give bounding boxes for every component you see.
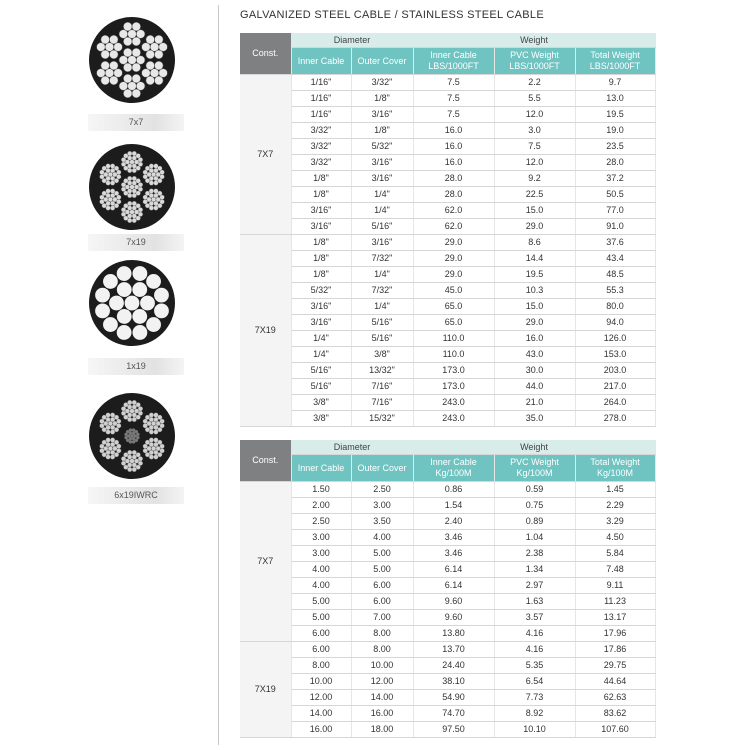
pvc-weight-cell: 8.6 [494, 235, 575, 251]
cable-6x19iwrc-icon [88, 392, 176, 480]
inner-cable-cell: 10.00 [291, 674, 351, 690]
construction-cell: 7X7 [240, 75, 291, 235]
inner-cable-cell: 5/16" [291, 379, 351, 395]
table-row [240, 722, 655, 738]
total-weight-cell: 55.3 [575, 283, 655, 299]
total-weight-cell: 153.0 [575, 347, 655, 363]
pvc-weight-cell: 9.2 [494, 171, 575, 187]
total-weight-cell: 126.0 [575, 331, 655, 347]
table-row [240, 411, 655, 427]
table-row [240, 187, 655, 203]
table-row [240, 267, 655, 283]
outer-cover-cell: 3/16" [351, 171, 413, 187]
inner-weight-cell: 62.0 [413, 203, 494, 219]
inner-cable-cell: 5.00 [291, 610, 351, 626]
inner-weight-cell: 13.70 [413, 642, 494, 658]
table-row [240, 626, 655, 642]
outer-cover-cell: 8.00 [351, 626, 413, 642]
inner-weight-cell: 24.40 [413, 658, 494, 674]
inner-cable-cell: 3/32" [291, 155, 351, 171]
total-weight-cell: 264.0 [575, 395, 655, 411]
pvc-weight-cell: 21.0 [494, 395, 575, 411]
table-row [240, 107, 655, 123]
table-row [240, 331, 655, 347]
table-row [240, 562, 655, 578]
inner-weight-cell: 0.86 [413, 482, 494, 498]
inner-cable-cell: 3.00 [291, 546, 351, 562]
pvc-weight-cell: 43.0 [494, 347, 575, 363]
outer-cover-cell: 8.00 [351, 642, 413, 658]
total-weight-cell: 2.29 [575, 498, 655, 514]
table-row [240, 498, 655, 514]
outer-cover-cell: 12.00 [351, 674, 413, 690]
header-inner-cable: Inner Cable [291, 48, 351, 75]
inner-weight-cell: 65.0 [413, 315, 494, 331]
caption-6x19iwrc: 6x19IWRC [88, 487, 184, 504]
inner-weight-cell: 110.0 [413, 331, 494, 347]
inner-weight-cell: 16.0 [413, 139, 494, 155]
inner-cable-cell: 1/16" [291, 75, 351, 91]
outer-cover-cell: 18.00 [351, 722, 413, 738]
inner-cable-cell: 1/8" [291, 267, 351, 283]
inner-weight-cell: 65.0 [413, 299, 494, 315]
pvc-weight-cell: 35.0 [494, 411, 575, 427]
table-row [240, 315, 655, 331]
cable-1x19-icon [88, 259, 176, 347]
inner-weight-cell: 45.0 [413, 283, 494, 299]
inner-weight-cell: 54.90 [413, 690, 494, 706]
outer-cover-cell: 1/8" [351, 123, 413, 139]
construction-cell: 7X19 [240, 642, 291, 738]
outer-cover-cell: 13/32" [351, 363, 413, 379]
outer-cover-cell: 1/4" [351, 203, 413, 219]
inner-weight-cell: 38.10 [413, 674, 494, 690]
inner-cable-cell: 3/8" [291, 395, 351, 411]
inner-cable-cell: 8.00 [291, 658, 351, 674]
pvc-weight-cell: 0.75 [494, 498, 575, 514]
total-weight-cell: 37.2 [575, 171, 655, 187]
inner-cable-cell: 16.00 [291, 722, 351, 738]
caption-7x7: 7x7 [88, 114, 184, 131]
header-pvc-weight: PVC Weight Kg/100M [494, 455, 575, 482]
table-row [240, 674, 655, 690]
inner-cable-cell: 3/16" [291, 203, 351, 219]
table-row [240, 482, 655, 498]
pvc-weight-cell: 0.59 [494, 482, 575, 498]
spec-table-metric [240, 440, 656, 738]
outer-cover-cell: 5/32" [351, 139, 413, 155]
outer-cover-cell: 5.00 [351, 546, 413, 562]
inner-weight-cell: 1.54 [413, 498, 494, 514]
pvc-weight-cell: 19.5 [494, 267, 575, 283]
pvc-weight-cell: 1.34 [494, 562, 575, 578]
header-total-weight: Total Weight Kg/100M [575, 455, 655, 482]
outer-cover-cell: 5.00 [351, 562, 413, 578]
pvc-weight-cell: 4.16 [494, 626, 575, 642]
pvc-weight-cell: 7.5 [494, 139, 575, 155]
header-total-weight: Total Weight LBS/1000FT [575, 48, 655, 75]
table-row [240, 610, 655, 626]
total-weight-cell: 23.5 [575, 139, 655, 155]
pvc-weight-cell: 1.04 [494, 530, 575, 546]
table-row [240, 642, 655, 658]
header-inner-weight: Inner Cable Kg/100M [413, 455, 494, 482]
inner-cable-cell: 1/16" [291, 107, 351, 123]
inner-weight-cell: 243.0 [413, 411, 494, 427]
inner-cable-cell: 3/32" [291, 139, 351, 155]
total-weight-cell: 13.17 [575, 610, 655, 626]
table-row [240, 299, 655, 315]
divider-line [218, 5, 219, 745]
total-weight-cell: 9.7 [575, 75, 655, 91]
inner-cable-cell: 12.00 [291, 690, 351, 706]
outer-cover-cell: 1/8" [351, 91, 413, 107]
table-row [240, 123, 655, 139]
inner-cable-cell: 3/32" [291, 123, 351, 139]
pvc-weight-cell: 4.16 [494, 642, 575, 658]
pvc-weight-cell: 2.38 [494, 546, 575, 562]
inner-cable-cell: 1/8" [291, 171, 351, 187]
inner-weight-cell: 28.0 [413, 187, 494, 203]
inner-cable-cell: 3/16" [291, 219, 351, 235]
pvc-weight-cell: 15.0 [494, 203, 575, 219]
pvc-weight-cell: 2.97 [494, 578, 575, 594]
total-weight-cell: 9.11 [575, 578, 655, 594]
pvc-weight-cell: 15.0 [494, 299, 575, 315]
pvc-weight-cell: 2.2 [494, 75, 575, 91]
inner-weight-cell: 9.60 [413, 610, 494, 626]
inner-weight-cell: 3.46 [413, 546, 494, 562]
total-weight-cell: 28.0 [575, 155, 655, 171]
pvc-weight-cell: 30.0 [494, 363, 575, 379]
table-row [240, 706, 655, 722]
outer-cover-cell: 6.00 [351, 578, 413, 594]
product-sidebar [0, 0, 218, 750]
inner-cable-cell: 3/16" [291, 315, 351, 331]
pvc-weight-cell: 12.0 [494, 107, 575, 123]
construction-cell: 7X19 [240, 235, 291, 427]
inner-cable-cell: 1/16" [291, 91, 351, 107]
inner-weight-cell: 6.14 [413, 578, 494, 594]
total-weight-cell: 5.84 [575, 546, 655, 562]
outer-cover-cell: 1/4" [351, 187, 413, 203]
inner-weight-cell: 13.80 [413, 626, 494, 642]
inner-weight-cell: 97.50 [413, 722, 494, 738]
outer-cover-cell: 5/16" [351, 331, 413, 347]
total-weight-cell: 91.0 [575, 219, 655, 235]
total-weight-cell: 29.75 [575, 658, 655, 674]
outer-cover-cell: 7/32" [351, 283, 413, 299]
outer-cover-cell: 3/16" [351, 155, 413, 171]
total-weight-cell: 217.0 [575, 379, 655, 395]
header-diameter: Diameter [291, 440, 413, 455]
total-weight-cell: 48.5 [575, 267, 655, 283]
table-row [240, 75, 655, 91]
construction-cell: 7X7 [240, 482, 291, 642]
table-row [240, 530, 655, 546]
table-row [240, 235, 655, 251]
inner-weight-cell: 29.0 [413, 251, 494, 267]
inner-cable-cell: 5/32" [291, 283, 351, 299]
table-row [240, 514, 655, 530]
pvc-weight-cell: 7.73 [494, 690, 575, 706]
pvc-weight-cell: 0.89 [494, 514, 575, 530]
total-weight-cell: 107.60 [575, 722, 655, 738]
caption-7x19: 7x19 [88, 234, 184, 251]
header-weight: Weight [413, 33, 655, 48]
pvc-weight-cell: 29.0 [494, 219, 575, 235]
inner-cable-cell: 3.00 [291, 530, 351, 546]
pvc-weight-cell: 14.4 [494, 251, 575, 267]
page-title: GALVANIZED STEEL CABLE / STAINLESS STEEL CABLE [240, 9, 544, 21]
pvc-weight-cell: 5.5 [494, 91, 575, 107]
total-weight-cell: 77.0 [575, 203, 655, 219]
total-weight-cell: 50.5 [575, 187, 655, 203]
inner-weight-cell: 3.46 [413, 530, 494, 546]
table-row [240, 251, 655, 267]
total-weight-cell: 3.29 [575, 514, 655, 530]
total-weight-cell: 83.62 [575, 706, 655, 722]
inner-cable-cell: 1/8" [291, 187, 351, 203]
total-weight-cell: 44.64 [575, 674, 655, 690]
inner-cable-cell: 4.00 [291, 578, 351, 594]
table-row [240, 658, 655, 674]
inner-cable-cell: 2.50 [291, 514, 351, 530]
outer-cover-cell: 3/16" [351, 107, 413, 123]
table-row [240, 594, 655, 610]
total-weight-cell: 43.4 [575, 251, 655, 267]
inner-weight-cell: 9.60 [413, 594, 494, 610]
outer-cover-cell: 4.00 [351, 530, 413, 546]
inner-cable-cell: 2.00 [291, 498, 351, 514]
inner-cable-cell: 6.00 [291, 642, 351, 658]
inner-cable-cell: 1/8" [291, 235, 351, 251]
total-weight-cell: 19.0 [575, 123, 655, 139]
inner-weight-cell: 16.0 [413, 155, 494, 171]
inner-weight-cell: 62.0 [413, 219, 494, 235]
table-row [240, 395, 655, 411]
inner-weight-cell: 7.5 [413, 107, 494, 123]
cable-7x7-icon [88, 16, 176, 104]
total-weight-cell: 37.6 [575, 235, 655, 251]
pvc-weight-cell: 8.92 [494, 706, 575, 722]
inner-cable-cell: 1/8" [291, 251, 351, 267]
outer-cover-cell: 7/32" [351, 251, 413, 267]
outer-cover-cell: 6.00 [351, 594, 413, 610]
table-row [240, 379, 655, 395]
pvc-weight-cell: 10.3 [494, 283, 575, 299]
pvc-weight-cell: 3.0 [494, 123, 575, 139]
inner-weight-cell: 110.0 [413, 347, 494, 363]
outer-cover-cell: 7.00 [351, 610, 413, 626]
outer-cover-cell: 3/16" [351, 235, 413, 251]
outer-cover-cell: 15/32" [351, 411, 413, 427]
inner-weight-cell: 29.0 [413, 235, 494, 251]
pvc-weight-cell: 1.63 [494, 594, 575, 610]
inner-cable-cell: 1.50 [291, 482, 351, 498]
inner-weight-cell: 28.0 [413, 171, 494, 187]
header-const: Const. [240, 440, 291, 482]
table-row [240, 546, 655, 562]
table-row [240, 203, 655, 219]
total-weight-cell: 7.48 [575, 562, 655, 578]
inner-cable-cell: 1/4" [291, 347, 351, 363]
inner-cable-cell: 1/4" [291, 331, 351, 347]
outer-cover-cell: 2.50 [351, 482, 413, 498]
total-weight-cell: 278.0 [575, 411, 655, 427]
table-row [240, 219, 655, 235]
inner-weight-cell: 6.14 [413, 562, 494, 578]
outer-cover-cell: 3/32" [351, 75, 413, 91]
inner-cable-cell: 6.00 [291, 626, 351, 642]
total-weight-cell: 1.45 [575, 482, 655, 498]
outer-cover-cell: 16.00 [351, 706, 413, 722]
outer-cover-cell: 10.00 [351, 658, 413, 674]
total-weight-cell: 11.23 [575, 594, 655, 610]
table-row [240, 363, 655, 379]
pvc-weight-cell: 29.0 [494, 315, 575, 331]
outer-cover-cell: 1/4" [351, 299, 413, 315]
inner-cable-cell: 5/16" [291, 363, 351, 379]
pvc-weight-cell: 44.0 [494, 379, 575, 395]
pvc-weight-cell: 6.54 [494, 674, 575, 690]
total-weight-cell: 80.0 [575, 299, 655, 315]
total-weight-cell: 203.0 [575, 363, 655, 379]
table-row [240, 690, 655, 706]
pvc-weight-cell: 10.10 [494, 722, 575, 738]
outer-cover-cell: 3.00 [351, 498, 413, 514]
inner-weight-cell: 173.0 [413, 379, 494, 395]
header-diameter: Diameter [291, 33, 413, 48]
header-outer-cover: Outer Cover [351, 455, 413, 482]
inner-weight-cell: 2.40 [413, 514, 494, 530]
pvc-weight-cell: 22.5 [494, 187, 575, 203]
inner-cable-cell: 5.00 [291, 594, 351, 610]
inner-weight-cell: 74.70 [413, 706, 494, 722]
header-const: Const. [240, 33, 291, 75]
table-row [240, 139, 655, 155]
inner-weight-cell: 29.0 [413, 267, 494, 283]
table-row [240, 171, 655, 187]
inner-cable-cell: 4.00 [291, 562, 351, 578]
header-outer-cover: Outer Cover [351, 48, 413, 75]
header-inner-weight: Inner Cable LBS/1000FT [413, 48, 494, 75]
outer-cover-cell: 3.50 [351, 514, 413, 530]
pvc-weight-cell: 12.0 [494, 155, 575, 171]
total-weight-cell: 19.5 [575, 107, 655, 123]
inner-weight-cell: 173.0 [413, 363, 494, 379]
total-weight-cell: 4.50 [575, 530, 655, 546]
total-weight-cell: 17.96 [575, 626, 655, 642]
pvc-weight-cell: 16.0 [494, 331, 575, 347]
pvc-weight-cell: 3.57 [494, 610, 575, 626]
outer-cover-cell: 7/16" [351, 379, 413, 395]
inner-weight-cell: 7.5 [413, 75, 494, 91]
total-weight-cell: 17.86 [575, 642, 655, 658]
inner-cable-cell: 3/16" [291, 299, 351, 315]
outer-cover-cell: 5/16" [351, 219, 413, 235]
header-pvc-weight: PVC Weight LBS/1000FT [494, 48, 575, 75]
inner-cable-cell: 3/8" [291, 411, 351, 427]
caption-1x19: 1x19 [88, 358, 184, 375]
header-weight: Weight [413, 440, 655, 455]
table-row [240, 578, 655, 594]
inner-weight-cell: 243.0 [413, 395, 494, 411]
outer-cover-cell: 3/8" [351, 347, 413, 363]
table-row [240, 91, 655, 107]
outer-cover-cell: 7/16" [351, 395, 413, 411]
spec-table-imperial [240, 33, 656, 427]
inner-weight-cell: 16.0 [413, 123, 494, 139]
total-weight-cell: 13.0 [575, 91, 655, 107]
outer-cover-cell: 5/16" [351, 315, 413, 331]
outer-cover-cell: 1/4" [351, 267, 413, 283]
table-row [240, 347, 655, 363]
table-row [240, 155, 655, 171]
outer-cover-cell: 14.00 [351, 690, 413, 706]
total-weight-cell: 94.0 [575, 315, 655, 331]
cable-7x19-icon [88, 143, 176, 231]
inner-cable-cell: 14.00 [291, 706, 351, 722]
total-weight-cell: 62.63 [575, 690, 655, 706]
pvc-weight-cell: 5.35 [494, 658, 575, 674]
header-inner-cable: Inner Cable [291, 455, 351, 482]
table-row [240, 283, 655, 299]
inner-weight-cell: 7.5 [413, 91, 494, 107]
